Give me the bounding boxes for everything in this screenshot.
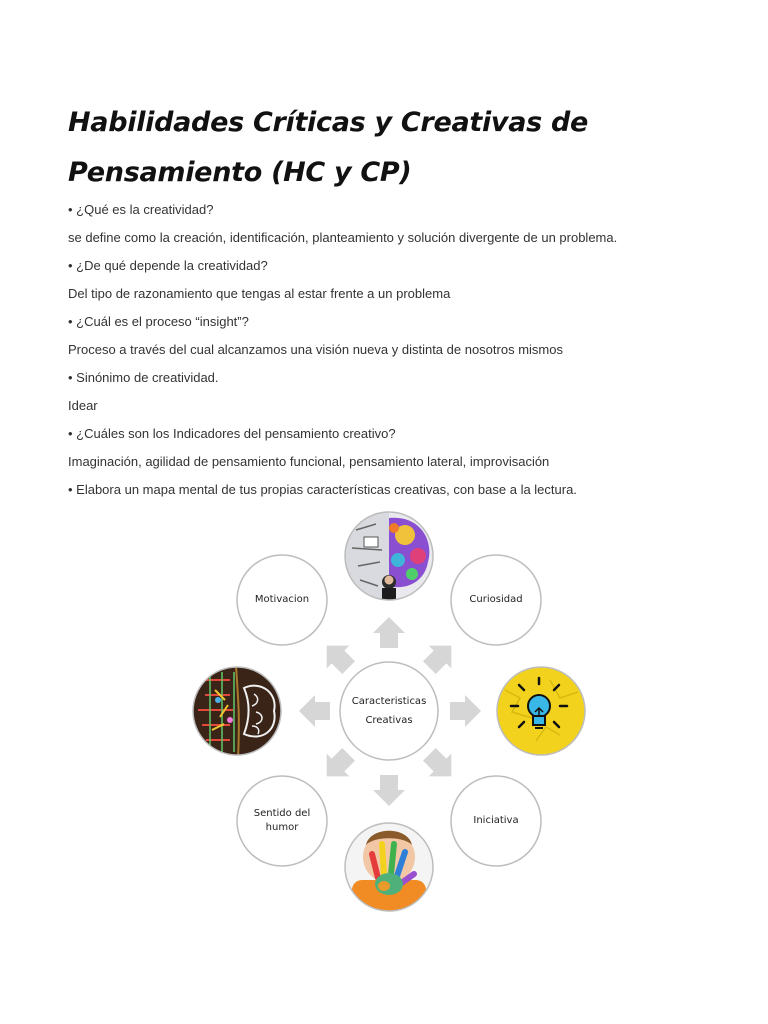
child-painted-hand-image [345, 823, 433, 920]
center-label-line-2: Creativas [365, 715, 413, 726]
sentido-label-line-1: Sentido del [253, 808, 311, 819]
center-node-label [339, 695, 439, 733]
answer-1: se define como la creación, identificación, planteamiento y solución divergente de un problema. [68, 230, 618, 245]
sentido-label-line-2: humor [265, 822, 299, 833]
answer-5: Imaginación, agilidad de pensamiento funcional, pensamiento lateral, improvisación [68, 454, 550, 469]
arrow-up-left-icon [315, 634, 360, 679]
curiosidad-label: Curiosidad [469, 594, 523, 605]
arrow-down-left-icon [315, 743, 360, 788]
arrow-down-right-icon [418, 743, 463, 788]
arrow-down-icon [373, 775, 405, 806]
question-3: • ¿Cuál es el proceso “insight”? [68, 314, 249, 329]
answer-3: Proceso a través del cual alcanzamos una visión nueva y distinta de nosotros mismos [68, 342, 563, 357]
iniciativa-label: Iniciativa [473, 815, 519, 826]
arrow-left-icon [299, 695, 330, 727]
arrow-right-icon [450, 695, 481, 727]
question-1: • ¿Qué es la creatividad? [68, 202, 214, 217]
center-label-line-1: Caracteristicas [351, 696, 427, 707]
title-line-2: Pensamiento (HC y CP) [68, 157, 412, 188]
answer-4: Idear [68, 398, 98, 413]
question-4: • Sinónimo de creatividad. [68, 370, 219, 385]
sentido-label [237, 807, 327, 835]
arrow-up-right-icon [418, 634, 463, 679]
question-2: • ¿De qué depende la creatividad? [68, 258, 268, 273]
answer-2: Del tipo de razonamiento que tengas al estar frente a un problema [68, 286, 451, 301]
motivacion-label: Motivacion [254, 594, 310, 605]
question-5: • ¿Cuáles son los Indicadores del pensamiento creativo? [68, 426, 396, 441]
title-line-1: Habilidades Críticas y Creativas de [68, 107, 589, 138]
arrow-up-icon [373, 617, 405, 648]
instruction: • Elabora un mapa mental de tus propias características creativas, con base a la lectura. [68, 482, 577, 497]
